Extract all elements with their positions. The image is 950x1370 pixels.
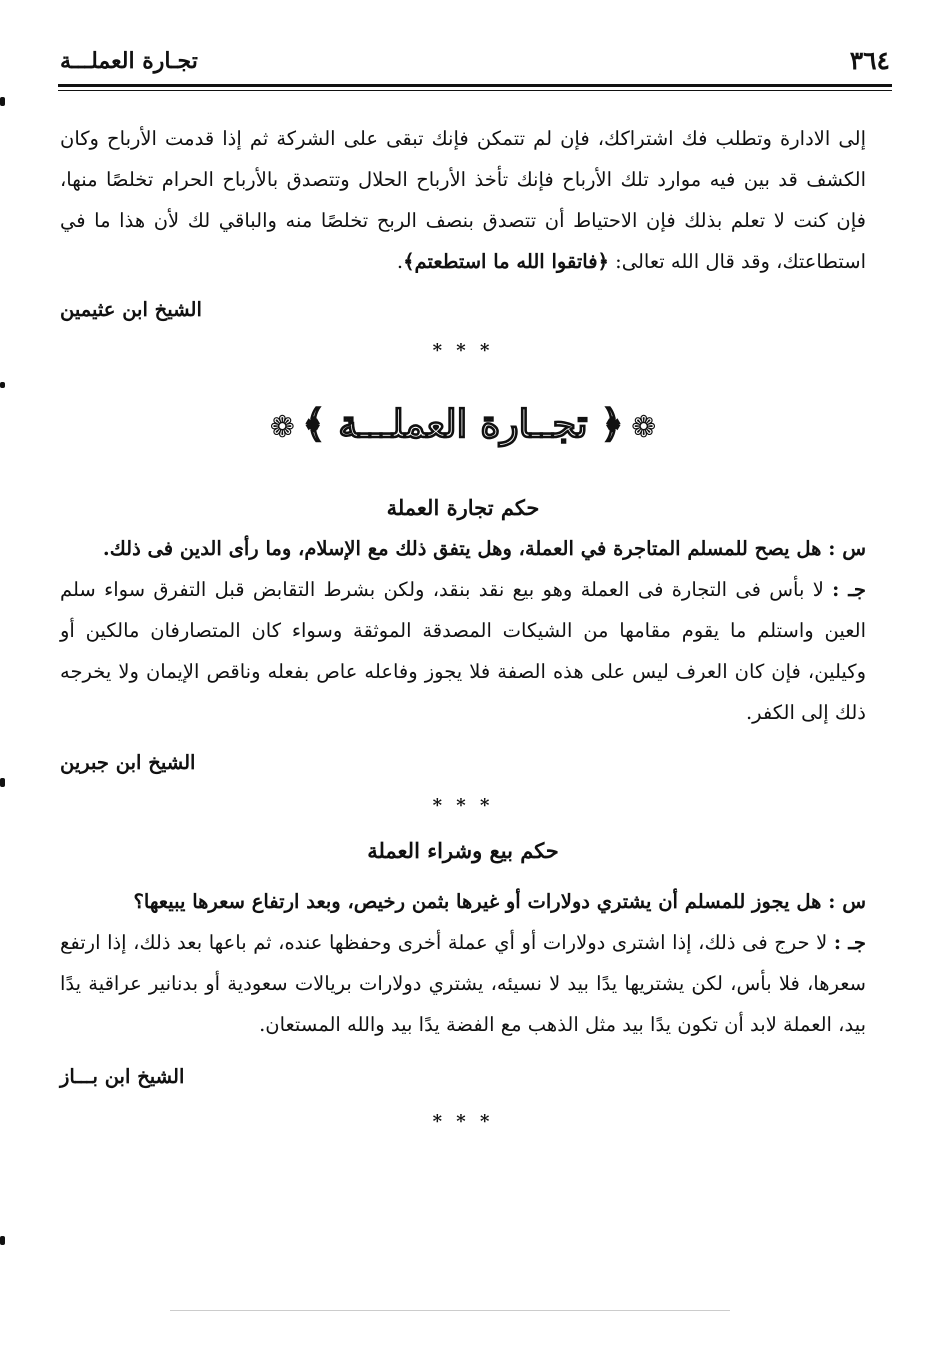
question-paragraph — [60, 881, 866, 922]
question-label: س : — [828, 537, 866, 560]
final-separator-stars: * * * — [432, 1111, 494, 1132]
answer-text: لا بأس فى التجارة فى العملة وهو بيع نقد بنقد، ولكن بشرط التقابض قبل التفرق سواء سلم العين واستلم ما يقوم مقامها من الشيكات المصدقة الموثقة وسواء كان المتصارفان مالكين أو وكيلين، فإن كان العرف ليس على هذه الصفة فلا يجوز وفاعله عاص بفعله وناقص الإيمان ولا يخرجه ذلك إلى الكفر. — [60, 578, 866, 724]
intro-end: . — [396, 250, 404, 273]
separator-stars: * * * — [432, 795, 494, 816]
running-header — [60, 44, 890, 84]
margin-mark — [0, 1236, 5, 1245]
margin-mark — [0, 778, 5, 787]
quran-quote: ﴿فاتقوا الله ما استطعتم﴾ — [403, 250, 609, 273]
answer-text: لا حرج فى ذلك، إذا اشترى دولارات أو أي عملة أخرى وحفظها عنده، ثم باعها بعد ذلك، إذا ارتفع سعرها، فلا بأس، لكن يشتريها يدًا بيد لا نسيئه، يشتري دولارات بريالات سعودية أو بدنانير عراقية يدًا بيد، العملة لابد أن تكون يدًا بيد مثل الذهب مع الفضة يدًا بيد والله المستعان. — [60, 931, 866, 1036]
page-content — [60, 118, 866, 1137]
margin-mark — [0, 382, 5, 388]
running-title: تجـارة العملـــة — [60, 48, 198, 74]
question-label: س : — [828, 890, 866, 913]
signature-ibn-jibreen: الشيخ ابن جبرين — [60, 751, 196, 774]
header-rule-thick — [58, 84, 892, 87]
answer-label: جـ : — [832, 578, 866, 601]
intro-paragraph — [60, 118, 866, 282]
question-text: هل يجوز للمسلم أن يشتري دولارات أو غيرها بثمن رخيص، وبعد ارتفاع سعرها يبيعها؟ — [133, 890, 822, 913]
footer-line — [170, 1310, 730, 1311]
intro-text: إلى الادارة وتطلب فك اشتراكك، فإن لم تتمكن فإنك تبقى على الشركة ثم إذا قدمت الأرباح وكان الكشف قد بين فيه موارد تلك الأرباح فإنك تأخذ الأرباح الحلال وتتصدق بالأرباح الحرام تخلصًا منها، فإن كنت لا تعلم بذلك فإن الاحتياط أن تتصدق بنصف الربح تخلصًا منه والباقي لك لأن هذا ما في استطاعتك، وقد قال الله تعالى: — [60, 127, 866, 273]
question-text: هل يصح للمسلم المتاجرة في العملة، وهل يتفق ذلك مع الإسلام، وما رأى الدين فى ذلك. — [102, 537, 822, 560]
ornament-right-icon: ❁ — [631, 410, 657, 445]
answer-paragraph — [60, 922, 866, 1045]
ornament-left-icon: ❁ — [269, 410, 295, 445]
section-heading: حكم تجارة العملة — [386, 495, 540, 520]
page-number: ٣٦٤ — [849, 46, 890, 75]
answer-paragraph — [60, 569, 866, 733]
section-heading: حكم بيع وشراء العملة — [367, 838, 559, 863]
signature-ibn-baz: الشيخ ابن بـــاز — [60, 1065, 185, 1088]
margin-mark — [0, 97, 5, 106]
question-paragraph — [60, 528, 866, 569]
separator-stars: * * * — [432, 340, 494, 361]
chapter-title-text: ﴿ تجــارة العملـــة ﴾ — [302, 401, 624, 446]
signature-ibn-uthaymeen: الشيخ ابن عثيمين — [60, 298, 202, 321]
header-rule-thin — [58, 90, 892, 91]
decorative-chapter-title — [60, 394, 866, 458]
answer-label: جـ : — [833, 931, 866, 954]
